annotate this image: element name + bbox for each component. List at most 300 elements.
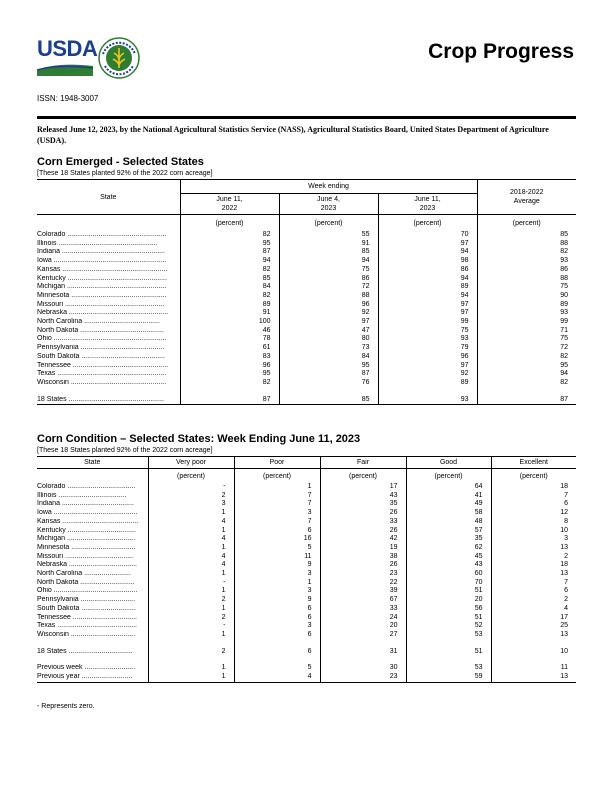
- value-cell: 98: [378, 257, 477, 266]
- value-cell: 51: [406, 614, 491, 623]
- state-name: North Carolina: [37, 570, 83, 578]
- value-cell: 6: [491, 587, 576, 596]
- table-row: [37, 631, 576, 640]
- value-cell: 1: [148, 664, 234, 673]
- value-cell: 2: [148, 614, 234, 623]
- value-cell: 1: [148, 570, 234, 579]
- table-row: [37, 275, 576, 284]
- table-row: [37, 370, 576, 379]
- value-cell: 2: [491, 596, 576, 605]
- value-cell: 100: [180, 318, 279, 327]
- value-cell: 7: [234, 492, 320, 501]
- state-cell: [37, 631, 148, 640]
- value-cell: 96: [180, 362, 279, 371]
- value-cell: 84: [279, 353, 378, 362]
- value-cell: 6: [491, 500, 576, 509]
- state-name: Kentucky: [37, 526, 66, 534]
- value-cell: 58: [406, 509, 491, 518]
- leader-dots: ...................................................: [56, 239, 158, 247]
- table-row: [37, 492, 576, 501]
- value-cell: 18: [491, 483, 576, 492]
- state-cell: [37, 301, 180, 310]
- state-cell: [37, 240, 180, 249]
- value-cell: 71: [477, 327, 576, 336]
- spacer-cell: [234, 656, 320, 664]
- unit-label: (percent): [279, 215, 378, 232]
- spacer-cell: [148, 656, 234, 664]
- spacer-cell: [37, 656, 148, 664]
- value-cell: 51: [406, 648, 491, 657]
- table-row: [37, 292, 576, 301]
- value-cell: 2: [148, 596, 234, 605]
- spacer-cell: [320, 656, 406, 664]
- table-row: [37, 344, 576, 353]
- leader-dots: .........................................: [55, 622, 137, 630]
- unit-label: (percent): [180, 215, 279, 232]
- leader-dots: ......................................................: [60, 265, 168, 273]
- value-cell: 97: [279, 318, 378, 327]
- state-name: Ohio: [37, 335, 52, 343]
- state-name: North Carolina: [37, 318, 83, 326]
- state-cell: [37, 483, 148, 492]
- leader-dots: ............................: [78, 596, 136, 604]
- value-cell: 3: [234, 587, 320, 596]
- footnote: - Represents zero.: [37, 703, 95, 710]
- table-row: [37, 518, 576, 527]
- value-cell: 18: [491, 561, 576, 570]
- value-cell: -: [148, 579, 234, 588]
- value-cell: 30: [320, 664, 406, 673]
- unit-label: (percent): [148, 469, 234, 484]
- average-header: 2018-2022 Average: [477, 180, 576, 215]
- table-row: [37, 570, 576, 579]
- state-cell: [37, 570, 148, 579]
- value-cell: 86: [378, 266, 477, 275]
- value-cell: 5: [234, 544, 320, 553]
- spacer-cell: [477, 388, 576, 396]
- spacer-row: [37, 388, 576, 396]
- state-header: State: [37, 180, 180, 215]
- value-cell: 2: [148, 492, 234, 501]
- value-cell: 13: [491, 673, 576, 682]
- state-name: Michigan: [37, 283, 66, 291]
- state-cell: [37, 335, 180, 344]
- value-cell: 95: [180, 240, 279, 249]
- value-cell: 13: [491, 544, 576, 553]
- condition-header: Excellent: [491, 457, 576, 469]
- value-cell: 8: [491, 518, 576, 527]
- spacer-row: [37, 656, 576, 664]
- value-cell: 1: [148, 673, 234, 682]
- value-cell: 93: [378, 335, 477, 344]
- value-cell: 85: [477, 231, 576, 240]
- value-cell: 89: [378, 283, 477, 292]
- state-name: Tennessee: [37, 613, 71, 621]
- value-cell: 47: [279, 327, 378, 336]
- value-cell: 60: [406, 570, 491, 579]
- unit-label: (percent): [320, 469, 406, 484]
- value-cell: 88: [477, 275, 576, 284]
- condition-header: Good: [406, 457, 491, 469]
- value-cell: 2: [491, 553, 576, 562]
- condition-header: Poor: [234, 457, 320, 469]
- value-cell: 45: [406, 553, 491, 562]
- value-cell: 91: [180, 309, 279, 318]
- value-cell: 95: [279, 362, 378, 371]
- state-name: North Dakota: [37, 578, 79, 586]
- value-cell: 51: [406, 587, 491, 596]
- value-cell: 9: [234, 596, 320, 605]
- value-cell: 70: [378, 231, 477, 240]
- leader-dots: ..........................................................: [51, 335, 167, 343]
- state-cell: [37, 596, 148, 605]
- value-cell: 13: [491, 631, 576, 640]
- state-cell: [37, 561, 148, 570]
- condition-header: Very poor: [148, 457, 234, 469]
- leader-dots: ...........................................: [78, 344, 165, 352]
- state-name: Kentucky: [37, 274, 66, 282]
- value-cell: 3: [234, 570, 320, 579]
- header-row: [37, 457, 576, 469]
- value-cell: 46: [180, 327, 279, 336]
- table-row: [37, 553, 576, 562]
- value-cell: 6: [234, 614, 320, 623]
- value-cell: 93: [477, 257, 576, 266]
- value-cell: 96: [279, 301, 378, 310]
- value-cell: 1: [148, 544, 234, 553]
- value-cell: 10: [491, 527, 576, 536]
- table-row: [37, 362, 576, 371]
- leader-dots: ...................................: [66, 561, 137, 569]
- value-cell: 53: [406, 631, 491, 640]
- spacer-cell: [148, 640, 234, 648]
- value-cell: 75: [477, 335, 576, 344]
- state-cell: [37, 492, 148, 501]
- usda-logo: [37, 36, 147, 82]
- state-cell: [37, 648, 148, 657]
- value-cell: 25: [491, 622, 576, 631]
- value-cell: 91: [279, 240, 378, 249]
- value-cell: 49: [406, 500, 491, 509]
- value-cell: 6: [234, 648, 320, 657]
- state-name: Nebraska: [37, 561, 67, 569]
- state-cell: [37, 605, 148, 614]
- unit-label: (percent): [406, 469, 491, 484]
- leader-dots: ...................................................: [66, 309, 169, 317]
- table-row: [37, 535, 576, 544]
- value-cell: 80: [279, 335, 378, 344]
- state-cell: [37, 266, 180, 275]
- spacer-cell: [320, 640, 406, 648]
- state-name: Missouri: [37, 552, 64, 560]
- value-cell: 1: [234, 483, 320, 492]
- table-row: [37, 231, 576, 240]
- value-cell: 26: [320, 527, 406, 536]
- leader-dots: .....................................: [59, 500, 134, 508]
- leader-dots: ...................................................: [65, 231, 167, 238]
- leader-dots: ...................................: [56, 491, 127, 499]
- value-cell: 72: [279, 283, 378, 292]
- col-june4-2023: June 4, 2023: [279, 194, 378, 215]
- value-cell: 4: [148, 518, 234, 527]
- spacer-cell: [37, 640, 148, 648]
- value-cell: 62: [406, 544, 491, 553]
- value-cell: 82: [180, 379, 279, 388]
- table-row: [37, 605, 576, 614]
- state-cell: [37, 544, 148, 553]
- value-cell: 16: [234, 535, 320, 544]
- state-cell: [37, 327, 180, 336]
- value-cell: 97: [378, 301, 477, 310]
- col-june11-2022: June 11, 2022: [180, 194, 279, 215]
- state-name: Ohio: [37, 587, 52, 595]
- value-cell: 1: [148, 631, 234, 640]
- value-cell: 84: [180, 283, 279, 292]
- state-cell: [37, 257, 180, 266]
- state-cell: [37, 614, 148, 623]
- value-cell: 59: [406, 673, 491, 682]
- value-cell: 94: [180, 257, 279, 266]
- unit-blank: [37, 215, 180, 232]
- state-name: Tennessee: [37, 361, 71, 369]
- state-cell: [37, 579, 148, 588]
- state-name: 18 States: [37, 395, 67, 403]
- table-row: [37, 353, 576, 362]
- value-cell: 82: [180, 266, 279, 275]
- spacer-cell: [180, 388, 279, 396]
- state-cell: [37, 309, 180, 318]
- release-statement: Released June 12, 2023, by the National Agricultural Statistics Service (NASS), Agricultural Statistics Board, United States Department of Agriculture (USDA).: [37, 125, 549, 145]
- value-cell: 6: [234, 631, 320, 640]
- value-cell: 1: [148, 587, 234, 596]
- value-cell: 99: [477, 318, 576, 327]
- value-cell: 26: [320, 561, 406, 570]
- value-cell: 94: [477, 370, 576, 379]
- value-cell: 85: [180, 275, 279, 284]
- state-name: Michigan: [37, 535, 66, 543]
- spacer-cell: [406, 640, 491, 648]
- value-cell: 88: [279, 292, 378, 301]
- table-row: [37, 614, 576, 623]
- value-cell: 89: [477, 301, 576, 310]
- emerged-table: [37, 179, 576, 405]
- condition-table: [37, 456, 576, 683]
- table-row: [37, 335, 576, 344]
- table-row: [37, 257, 576, 266]
- value-cell: 56: [406, 605, 491, 614]
- table-row: [37, 379, 576, 388]
- value-cell: 12: [491, 509, 576, 518]
- leader-dots: ...................................: [65, 526, 136, 534]
- value-cell: 67: [320, 596, 406, 605]
- value-cell: 42: [320, 535, 406, 544]
- spacer-row: [37, 640, 576, 648]
- state-header: State: [37, 457, 148, 469]
- table-row: [37, 544, 576, 553]
- value-cell: 17: [320, 483, 406, 492]
- value-cell: 39: [320, 587, 406, 596]
- usda-swoosh-icon: [37, 62, 93, 76]
- state-name: Iowa: [37, 257, 52, 265]
- value-cell: 97: [378, 309, 477, 318]
- value-cell: 11: [491, 664, 576, 673]
- value-cell: 93: [477, 309, 576, 318]
- value-cell: 20: [320, 622, 406, 631]
- leader-dots: ...........................................: [51, 587, 138, 595]
- value-cell: 75: [378, 327, 477, 336]
- value-cell: 43: [320, 492, 406, 501]
- state-name: Pennsylvania: [37, 344, 79, 352]
- header-rule: [37, 116, 576, 119]
- leader-dots: .................................................: [70, 361, 169, 369]
- value-cell: 27: [320, 631, 406, 640]
- unit-label: (percent): [378, 215, 477, 232]
- value-cell: 93: [378, 396, 477, 405]
- value-cell: 6: [234, 527, 320, 536]
- state-cell: [37, 664, 148, 673]
- spacer-cell: [37, 388, 180, 396]
- state-cell: [37, 362, 180, 371]
- state-cell: [37, 587, 148, 596]
- usda-wordmark: USDA: [37, 36, 98, 61]
- leader-dots: .......................................: [60, 517, 139, 525]
- state-name: Nebraska: [37, 309, 67, 317]
- value-cell: 87: [180, 396, 279, 405]
- value-cell: 35: [320, 500, 406, 509]
- table-row: [37, 301, 576, 310]
- nass-seal-icon: [97, 36, 141, 80]
- table-row: [37, 500, 576, 509]
- state-cell: [37, 518, 148, 527]
- value-cell: 75: [279, 266, 378, 275]
- value-cell: -: [148, 622, 234, 631]
- value-cell: 26: [320, 509, 406, 518]
- col-june11-2023: June 11, 2023: [378, 194, 477, 215]
- state-cell: [37, 283, 180, 292]
- value-cell: 82: [477, 353, 576, 362]
- table-row: [37, 527, 576, 536]
- state-name: North Dakota: [37, 326, 79, 334]
- value-cell: 33: [320, 605, 406, 614]
- table-row: [37, 509, 576, 518]
- value-cell: 11: [234, 553, 320, 562]
- value-cell: 20: [406, 596, 491, 605]
- value-cell: 4: [234, 673, 320, 682]
- value-cell: 7: [234, 500, 320, 509]
- leader-dots: ...................................................: [65, 283, 167, 291]
- table-row: [37, 483, 576, 492]
- state-name: Colorado: [37, 231, 66, 238]
- value-cell: 82: [477, 248, 576, 257]
- state-name: Illinois: [37, 491, 57, 499]
- value-cell: 1: [234, 579, 320, 588]
- value-cell: 97: [378, 362, 477, 371]
- condition-title: Corn Condition – Selected States: Week Ending June 11, 2023: [37, 433, 361, 445]
- table-row: [37, 622, 576, 631]
- value-cell: 43: [406, 561, 491, 570]
- state-name: Colorado: [37, 483, 66, 490]
- value-cell: 31: [320, 648, 406, 657]
- state-name: South Dakota: [37, 604, 80, 612]
- state-name: Previous year: [37, 673, 80, 681]
- value-cell: 90: [477, 292, 576, 301]
- value-cell: 95: [477, 362, 576, 371]
- value-cell: 52: [406, 622, 491, 631]
- value-cell: 35: [406, 535, 491, 544]
- state-name: Minnesota: [37, 291, 70, 299]
- table-row: [37, 673, 576, 682]
- state-cell: [37, 622, 148, 631]
- table-row: [37, 309, 576, 318]
- value-cell: 13: [491, 570, 576, 579]
- state-cell: [37, 248, 180, 257]
- value-cell: 94: [378, 292, 477, 301]
- value-cell: 86: [477, 266, 576, 275]
- value-cell: 79: [378, 344, 477, 353]
- report-title: Crop Progress: [428, 40, 574, 63]
- leader-dots: .................................................: [69, 291, 167, 299]
- state-cell: [37, 353, 180, 362]
- value-cell: 92: [279, 309, 378, 318]
- table-row: [37, 579, 576, 588]
- value-cell: 76: [279, 379, 378, 388]
- value-cell: 19: [320, 544, 406, 553]
- table-row: [37, 327, 576, 336]
- value-cell: 53: [406, 664, 491, 673]
- value-cell: 89: [180, 301, 279, 310]
- table-row: [37, 396, 576, 405]
- leader-dots: .................................: [68, 630, 136, 638]
- unit-label: (percent): [477, 215, 576, 232]
- state-cell: [37, 509, 148, 518]
- value-cell: 23: [320, 673, 406, 682]
- state-cell: [37, 370, 180, 379]
- value-cell: 33: [320, 518, 406, 527]
- value-cell: 61: [180, 344, 279, 353]
- spacer-cell: [279, 388, 378, 396]
- value-cell: 88: [477, 240, 576, 249]
- table-row: [37, 283, 576, 292]
- value-cell: 95: [180, 370, 279, 379]
- condition-header: Fair: [320, 457, 406, 469]
- value-cell: 22: [320, 579, 406, 588]
- value-cell: 9: [234, 561, 320, 570]
- table-row: [37, 648, 576, 657]
- value-cell: 41: [406, 492, 491, 501]
- value-cell: 99: [378, 318, 477, 327]
- value-cell: 7: [234, 518, 320, 527]
- value-cell: 94: [378, 275, 477, 284]
- state-cell: [37, 231, 180, 240]
- value-cell: 3: [234, 622, 320, 631]
- leader-dots: .................................: [66, 647, 133, 655]
- leader-dots: .......................................: [82, 318, 160, 326]
- value-cell: -: [148, 483, 234, 492]
- unit-label: (percent): [234, 469, 320, 484]
- table-row: [37, 587, 576, 596]
- state-cell: [37, 396, 180, 405]
- value-cell: 48: [406, 518, 491, 527]
- value-cell: 4: [148, 535, 234, 544]
- state-cell: [37, 673, 148, 682]
- spacer-cell: [491, 656, 576, 664]
- state-name: Missouri: [37, 300, 64, 308]
- table-row: [37, 240, 576, 249]
- state-name: Pennsylvania: [37, 596, 79, 604]
- unit-label: (percent): [491, 469, 576, 484]
- condition-note: [These 18 States planted 92% of the 2022 corn acreage]: [37, 447, 213, 454]
- leader-dots: ..........................: [82, 664, 136, 672]
